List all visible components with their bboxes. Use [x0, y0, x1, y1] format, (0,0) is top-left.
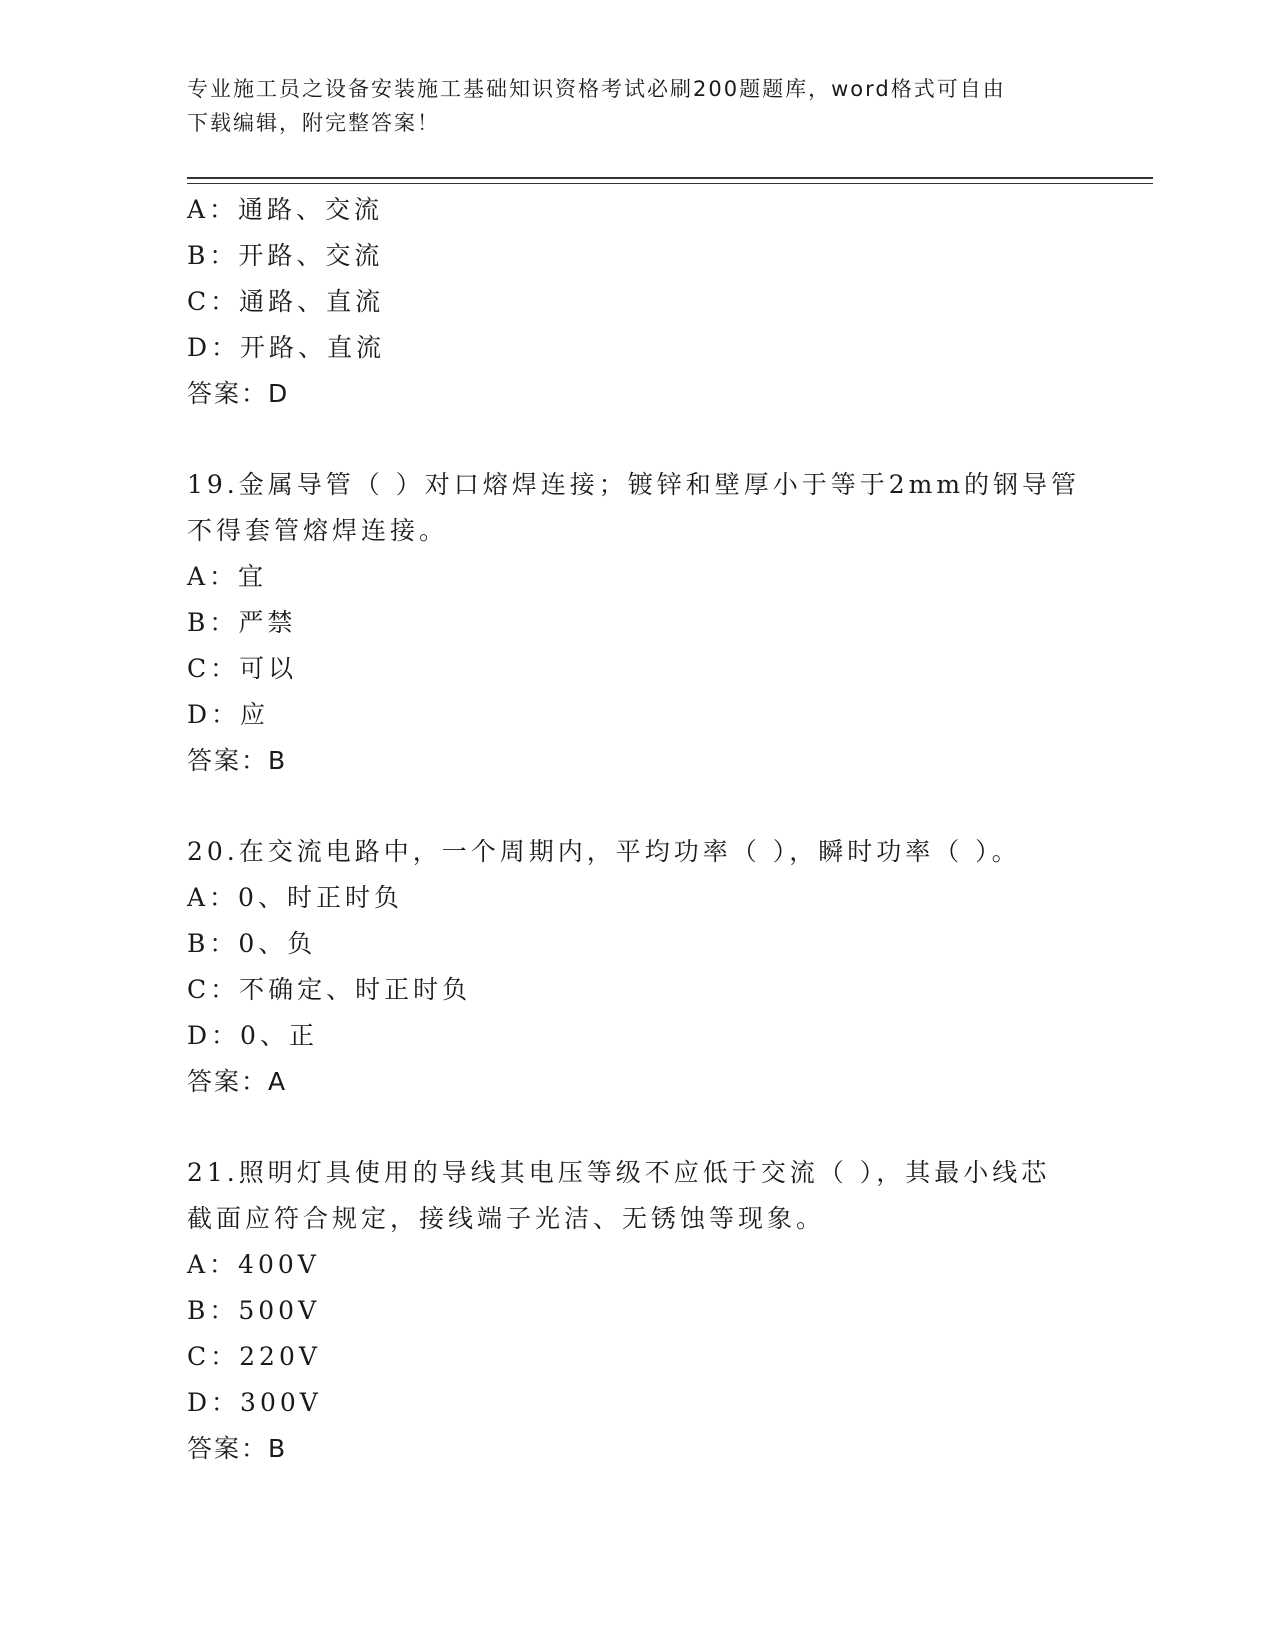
option-b: B：开路、交流: [187, 241, 384, 270]
option-d: D：300V: [187, 1388, 322, 1417]
option-d: D：应: [187, 700, 270, 729]
option-c: C：可以: [187, 654, 298, 683]
question-stem-line-2: 不得套管熔焊连接。: [187, 516, 449, 545]
option-c: C：通路、直流: [187, 287, 385, 316]
answer-line: 答案：B: [187, 746, 288, 775]
answer-line: 答案：A: [187, 1067, 288, 1096]
question-stem-line-1: 20.在交流电路中，一个周期内，平均功率（ ），瞬时功率（ ）。: [187, 837, 1021, 866]
option-b: B：严禁: [187, 608, 297, 637]
question-stem-line-1: 21.照明灯具使用的导线其电压等级不应低于交流（ ），其最小线芯: [187, 1158, 1051, 1187]
header-divider-thin: [187, 183, 1153, 184]
option-c: C：不确定、时正时负: [187, 975, 472, 1004]
question-20-block: [187, 829, 1087, 1105]
header-line-1: 专业施工员之设备安装施工基础知识资格考试必刷200题题库，word格式可自由: [187, 77, 1006, 101]
question-list: [187, 187, 1087, 1472]
option-a: A：400V: [187, 1250, 320, 1279]
header-line-2: 下载编辑，附完整答案！: [187, 111, 440, 135]
question-21-block: [187, 1150, 1087, 1472]
answer-line: 答案：B: [187, 1434, 288, 1463]
question-19-block: [187, 462, 1087, 784]
header-divider-thick: [187, 177, 1153, 179]
option-a: A：宜: [187, 562, 268, 591]
option-c: C：220V: [187, 1342, 321, 1371]
option-a: A：通路、交流: [187, 195, 384, 224]
question-stem-line-2: 截面应符合规定，接线端子光洁、无锈蚀等现象。: [187, 1204, 826, 1233]
document-header: [187, 72, 1087, 140]
answer-line: 答案：D: [187, 379, 290, 408]
option-d: D：开路、直流: [187, 333, 386, 362]
option-d: D：0、正: [187, 1021, 318, 1050]
question-stem-line-1: 19.金属导管（ ）对口熔焊连接；镀锌和壁厚小于等于2mm的钢导管: [187, 470, 1081, 499]
option-a: A：0、时正时负: [187, 883, 403, 912]
option-b: B：0、负: [187, 929, 317, 958]
question-18-block: [187, 187, 1087, 417]
option-b: B：500V: [187, 1296, 321, 1325]
